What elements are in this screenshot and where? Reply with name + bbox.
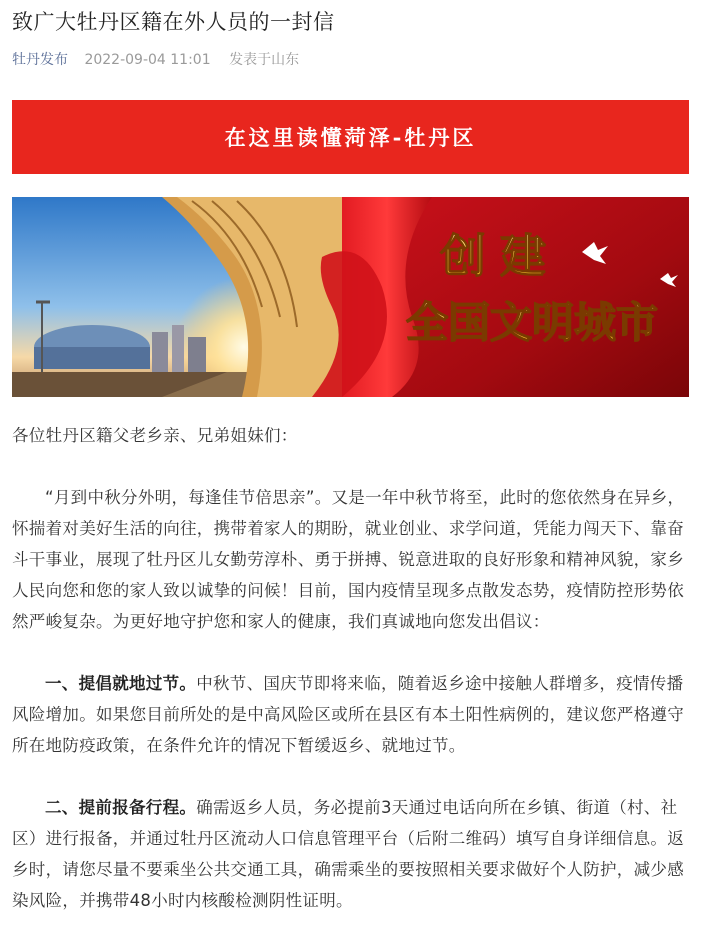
- publish-datetime: 2022-09-04 11:01: [84, 52, 211, 68]
- header-banner: [12, 100, 689, 174]
- item-2-title: 二、提前报备行程。: [45, 798, 197, 817]
- intro-paragraph: “月到中秋分外明，每逢佳节倍思亲”。又是一年中秋节将至，此时的您依然身在异乡，怀揣着对美好生活的向往，携带着家人的期盼，就业创业、求学问道，凭能力闯天下、靠奋斗干事业，展现了牡丹区儿女勤劳淳朴、勇于拼搏、锐意进取的良好形象和精神风貌，家乡人民向您和您的家人致以诚挚的问候！目前，国内疫情呈现多点散发态势，疫情防控形势依然严峻复杂。为更好地守护您和家人的健康，我们真诚地向您发出倡议：: [12, 488, 685, 631]
- hero-headline-top: 创建: [440, 229, 560, 283]
- item-2-text: 确需返乡人员，务必提前3天通过电话向所在乡镇、街道（村、社区）进行报备，并通过牡丹区流动人口信息管理平台（后附二维码）填写自身详细信息。返乡时，请您尽量不要乘坐公共交通工具，确需乘坐的要按照相关要求做好个人防护，减少感染风险，并携带48小时内核酸检测阴性证明。: [12, 798, 684, 910]
- author-link[interactable]: 牡丹发布: [12, 52, 68, 68]
- item-1-paragraph: [12, 668, 692, 761]
- article-body: [12, 420, 692, 947]
- banner-text: 在这里读懂菏泽-牡丹区: [224, 125, 477, 150]
- publish-location: 发表于山东: [229, 52, 300, 68]
- item-1-text: 中秋节、国庆节即将来临，随着返乡途中接触人群增多，疫情传播风险增加。如果您目前所处的是中高风险区或所在县区有本土阳性病例的，建议您严格遵守所在地防疫政策，在条件允许的情况下暂缓返乡、就地过节。: [12, 674, 684, 755]
- item-2-paragraph: [12, 792, 692, 916]
- item-1-title: 一、提倡就地过节。: [45, 674, 197, 693]
- greeting-paragraph: 各位牡丹区籍父老乡亲、兄弟姐妹们：: [12, 426, 298, 445]
- article-meta: [12, 49, 299, 69]
- hero-image: [12, 197, 689, 397]
- hero-headline-bottom: 全国文明城市: [405, 298, 659, 347]
- article-title: 致广大牡丹区籍在外人员的一封信: [12, 10, 335, 34]
